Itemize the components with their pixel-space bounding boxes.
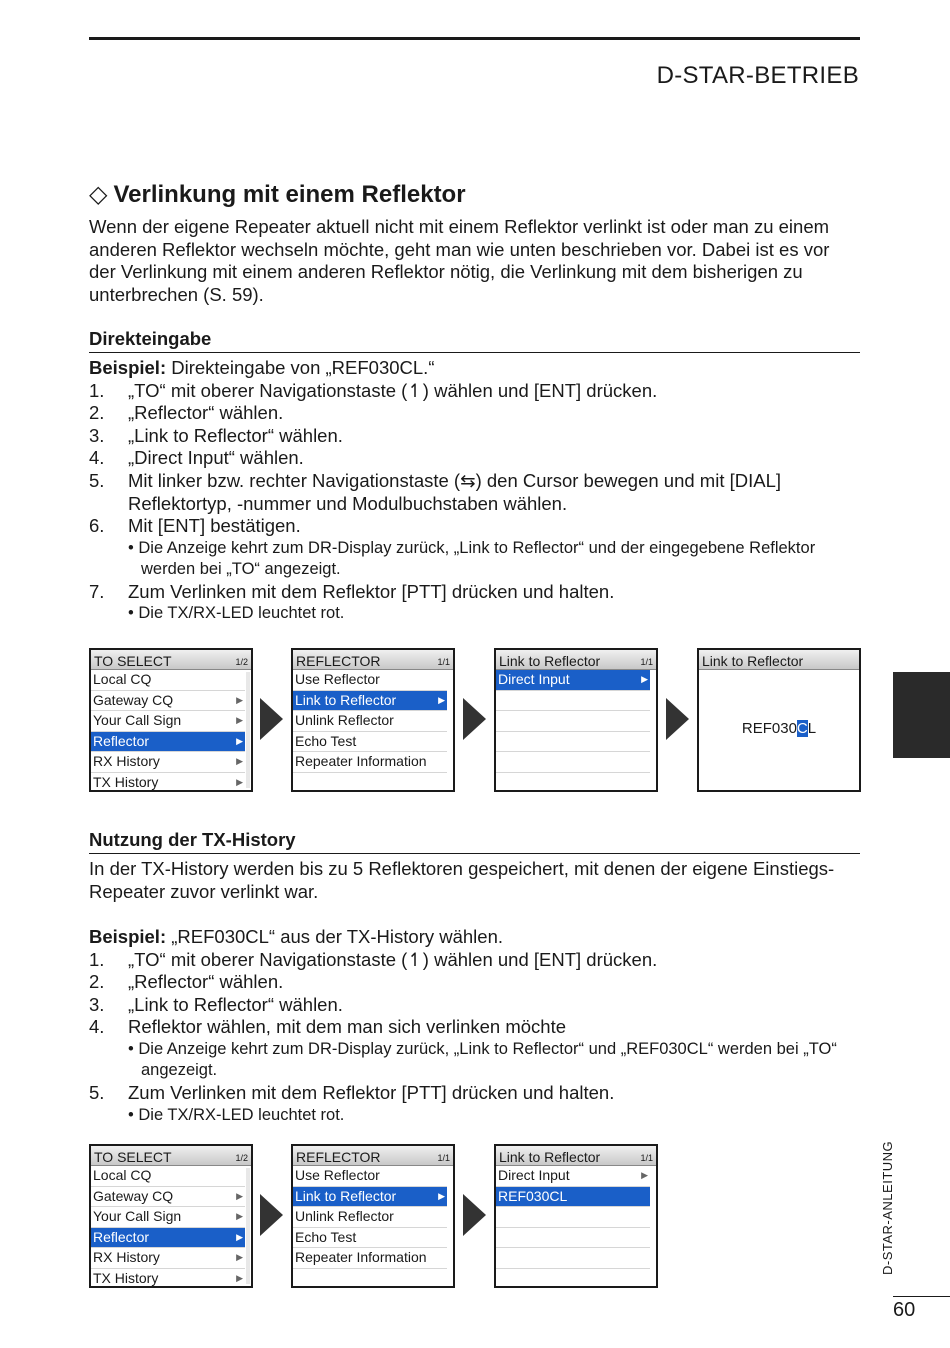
- section-intro: Wenn der eigene Repeater aktuell nicht mit einem Reflektor verlinkt ist oder man zu einem anderen Reflektor wechseln möchte, geht man wie unten beschrieben vor. Dabei ist es vor der Verlinkung mit einem anderen Reflektor nötig, die Verlinkung mit dem bisherigen zu unterbrechen (S. 59).: [89, 216, 830, 305]
- screen-title: TO SELECT: [94, 1149, 172, 1165]
- arrow-right-icon: ▶: [236, 1231, 243, 1242]
- screen-header: [496, 650, 656, 670]
- menu-item: [293, 752, 447, 773]
- menu-label: Reflector: [93, 732, 150, 749]
- menu-label: Gateway CQ: [93, 1187, 174, 1204]
- menu-label: Direct Input: [498, 1167, 570, 1183]
- screen-header: [699, 650, 859, 670]
- menu-label: TX History: [93, 1269, 159, 1286]
- menu-item-empty: [496, 691, 650, 712]
- step: [89, 425, 859, 448]
- menu-label: RX History: [93, 1249, 160, 1265]
- menu-item-selected: [293, 691, 447, 712]
- step-text: „Reflector“ wählen.: [128, 402, 284, 424]
- menu-item-empty: [496, 752, 650, 773]
- screen-header: [91, 1146, 251, 1166]
- step-text: „TO“ mit oberer Navigationstaste (↿) wählen und [ENT] drücken.: [128, 379, 658, 401]
- menu-item: [293, 1207, 447, 1228]
- screen-page: 1/1: [437, 1153, 450, 1163]
- step-text: „Reflector“ wählen.: [128, 971, 284, 993]
- menu-item: [91, 1248, 245, 1269]
- arrow-right-icon: ▶: [438, 1190, 445, 1201]
- menu-label: Echo Test: [295, 1228, 357, 1245]
- screens-history: [89, 1144, 861, 1288]
- section-title-text: Verlinkung mit einem Reflektor: [113, 181, 466, 208]
- screen-direct-input: [697, 648, 861, 792]
- menu-label: Link to Reflector: [295, 1187, 397, 1204]
- value-text: REF030: [741, 720, 797, 737]
- step: [89, 971, 859, 994]
- arrow-right-icon: [260, 698, 283, 740]
- scrollbar: [246, 1168, 250, 1284]
- menu-label: Reflector: [93, 1228, 150, 1245]
- menu-item-empty: [496, 732, 650, 753]
- reflector-value: [699, 720, 859, 737]
- screen-to-select: [89, 1144, 253, 1288]
- page-rule: [893, 1296, 950, 1297]
- screen-title: Link to Reflector: [499, 1149, 601, 1165]
- menu-item: [91, 691, 245, 712]
- step-num: 5.: [89, 1081, 105, 1103]
- step-text: „Link to Reflector“ wählen.: [128, 993, 343, 1015]
- menu-item: [293, 670, 447, 691]
- menu-item: [91, 1166, 245, 1187]
- screen-reflector: [291, 648, 455, 792]
- menu-item: [91, 773, 245, 793]
- screen-page: 1/1: [640, 1153, 653, 1163]
- arrow-right-icon: ▶: [236, 694, 243, 705]
- menu-label: Repeater Information: [295, 1249, 427, 1265]
- step-text: „Direct Input“ wählen.: [128, 447, 304, 469]
- side-label: [880, 1130, 920, 1280]
- step-num: 2.: [89, 402, 105, 424]
- step-text: Zum Verlinken mit dem Reflektor [PTT] drücken und halten.: [128, 580, 615, 602]
- step-text: Zum Verlinken mit dem Reflektor [PTT] drücken und halten.: [128, 1081, 615, 1103]
- arrow-right-icon: [666, 698, 689, 740]
- menu-item-selected: [293, 1187, 447, 1208]
- example-text: Direkteingabe von „REF030CL.“: [171, 357, 435, 378]
- arrow-right-icon: ▶: [236, 1211, 243, 1221]
- step-note: • Die Anzeige kehrt zum DR-Display zurück, „Link to Reflector“ und „REF030CL“ werden bei „TO“ angezeigt.: [128, 1039, 837, 1080]
- menu-item-empty: [496, 1207, 650, 1228]
- step-num: 4.: [89, 447, 105, 469]
- menu-label: Use Reflector: [295, 671, 380, 687]
- screen-link-to-reflector: [494, 1144, 658, 1288]
- screen-title: REFLECTOR: [296, 653, 381, 669]
- menu-item: [293, 1228, 447, 1249]
- step-num: 7.: [89, 580, 105, 602]
- step-note: • Die TX/RX-LED leuchtet rot.: [128, 604, 345, 623]
- step: [89, 380, 859, 403]
- step-text: „TO“ mit oberer Navigationstaste (↿) wählen und [ENT] drücken.: [128, 948, 658, 970]
- value-cursor: C: [796, 720, 808, 737]
- example-history: [89, 926, 859, 949]
- step: [89, 402, 859, 425]
- menu-item-selected: [91, 732, 245, 753]
- menu-label: Use Reflector: [295, 1167, 380, 1183]
- menu-item: [91, 711, 245, 732]
- step-num: 5.: [89, 469, 105, 491]
- screen-title: REFLECTOR: [296, 1149, 381, 1165]
- arrow-right-icon: ▶: [641, 1170, 648, 1180]
- step-num: 4.: [89, 1016, 105, 1038]
- step: [89, 447, 859, 470]
- arrow-right-icon: ▶: [236, 756, 243, 766]
- step-num: 6.: [89, 515, 105, 537]
- menu-label: Direct Input: [498, 671, 570, 687]
- menu-label: TX History: [93, 773, 159, 790]
- subheading-direct: Direkteingabe: [89, 328, 860, 353]
- steps-direct: [89, 357, 859, 625]
- page-number: 60: [893, 1299, 916, 1321]
- step-note: • Die Anzeige kehrt zum DR-Display zurück, „Link to Reflector“ und der eingegebene Reflektor werden bei „TO“ angezeigt.: [128, 538, 816, 579]
- arrow-right-icon: ▶: [236, 1252, 243, 1262]
- screen-link-to-reflector: [494, 648, 658, 792]
- step-text: Mit linker bzw. rechter Navigationstaste (⇆) den Cursor bewegen und mit [DIAL] Reflektortyp, -nummer und Modulbuchstaben wählen.: [128, 469, 782, 514]
- arrow-right-icon: ▶: [641, 674, 648, 684]
- menu-item-empty: [496, 1248, 650, 1269]
- menu-label: Your Call Sign: [93, 712, 182, 728]
- menu-item-selected: [496, 670, 650, 691]
- chapter-title: D-STAR-BETRIEB: [656, 62, 859, 89]
- step-num: 3.: [89, 424, 105, 446]
- menu-item-empty: [496, 1269, 650, 1289]
- menu-label: Local CQ: [93, 671, 152, 687]
- arrow-right-icon: [463, 698, 486, 740]
- step-text: Mit [ENT] bestätigen.: [128, 515, 301, 537]
- screen-page: 1/1: [437, 657, 450, 667]
- screen-title: Link to Reflector: [702, 653, 804, 669]
- history-intro: In der TX-History werden bis zu 5 Reflektoren gespeichert, mit denen der eigene Einstiegs-Repeater zuvor verlinkt war.: [89, 858, 835, 902]
- screen-header: [91, 650, 251, 670]
- example-text: „REF030CL“ aus der TX-History wählen.: [171, 926, 504, 947]
- menu-label: Unlink Reflector: [295, 1208, 394, 1224]
- menu-item-selected: [91, 1228, 245, 1249]
- step: [89, 470, 859, 515]
- arrow-right-icon: [463, 1194, 486, 1236]
- menu-label: Link to Reflector: [295, 691, 397, 708]
- section-title: [89, 180, 466, 209]
- menu-item-empty: [496, 1228, 650, 1249]
- menu-label: Repeater Information: [295, 753, 427, 769]
- step: [89, 949, 859, 972]
- step-num: 1.: [89, 948, 105, 970]
- screen-reflector: [291, 1144, 455, 1288]
- screen-page: 1/2: [235, 657, 248, 667]
- screen-header: [496, 1146, 656, 1166]
- menu-item-empty: [496, 773, 650, 793]
- step: [89, 1082, 859, 1105]
- scrollbar: [246, 672, 250, 788]
- step: [89, 581, 859, 604]
- step: [89, 515, 859, 538]
- menu-item: [91, 670, 245, 691]
- screen-to-select: [89, 648, 253, 792]
- step-text: Reflektor wählen, mit dem man sich verlinken möchte: [128, 1016, 567, 1038]
- menu-item: [91, 1269, 245, 1289]
- step-note: • Die TX/RX-LED leuchtet rot.: [128, 1105, 345, 1124]
- menu-label: RX History: [93, 753, 160, 769]
- arrow-right-icon: [260, 1194, 283, 1236]
- diamond-icon: ◇: [89, 181, 108, 208]
- steps-history: [89, 926, 859, 1126]
- menu-label: REF030CL: [498, 1187, 568, 1204]
- screens-direct: [89, 648, 861, 792]
- screen-header: [293, 1146, 453, 1166]
- step-num: 3.: [89, 993, 105, 1015]
- value-text: L: [807, 720, 817, 737]
- menu-item: [91, 1187, 245, 1208]
- menu-item: [293, 1166, 447, 1187]
- arrow-right-icon: ▶: [438, 694, 445, 705]
- menu-item: [496, 1166, 650, 1187]
- step-num: 1.: [89, 379, 105, 401]
- menu-label: Your Call Sign: [93, 1208, 182, 1224]
- menu-item-empty: [496, 711, 650, 732]
- menu-item-selected: [496, 1187, 650, 1208]
- menu-label: Unlink Reflector: [295, 712, 394, 728]
- arrow-right-icon: ▶: [236, 1190, 243, 1201]
- screen-page: 1/1: [640, 657, 653, 667]
- menu-item: [91, 752, 245, 773]
- menu-item: [293, 1248, 447, 1269]
- menu-label: Echo Test: [295, 732, 357, 749]
- menu-item: [293, 732, 447, 753]
- arrow-right-icon: ▶: [236, 1272, 243, 1283]
- menu-item: [293, 711, 447, 732]
- menu-label: Local CQ: [93, 1167, 152, 1183]
- step-num: 2.: [89, 971, 105, 993]
- screen-header: [293, 650, 453, 670]
- screen-title: Link to Reflector: [499, 653, 601, 669]
- step: [89, 1016, 859, 1039]
- example-direct: [89, 357, 859, 380]
- arrow-right-icon: ▶: [236, 776, 243, 787]
- step: [89, 994, 859, 1017]
- arrow-right-icon: ▶: [236, 715, 243, 725]
- subheading-history: Nutzung der TX-History: [89, 829, 860, 854]
- example-label: Beispiel:: [89, 357, 167, 378]
- side-label-text: D-STAR-ANLEITUNG: [880, 1140, 895, 1275]
- example-label: Beispiel:: [89, 926, 167, 947]
- menu-item: [91, 1207, 245, 1228]
- chapter-tab: [893, 672, 950, 758]
- screen-page: 1/2: [235, 1153, 248, 1163]
- menu-label: Gateway CQ: [93, 691, 174, 708]
- screen-title: TO SELECT: [94, 653, 172, 669]
- step-text: „Link to Reflector“ wählen.: [128, 424, 343, 446]
- top-rule: [89, 37, 860, 40]
- arrow-right-icon: ▶: [236, 735, 243, 746]
